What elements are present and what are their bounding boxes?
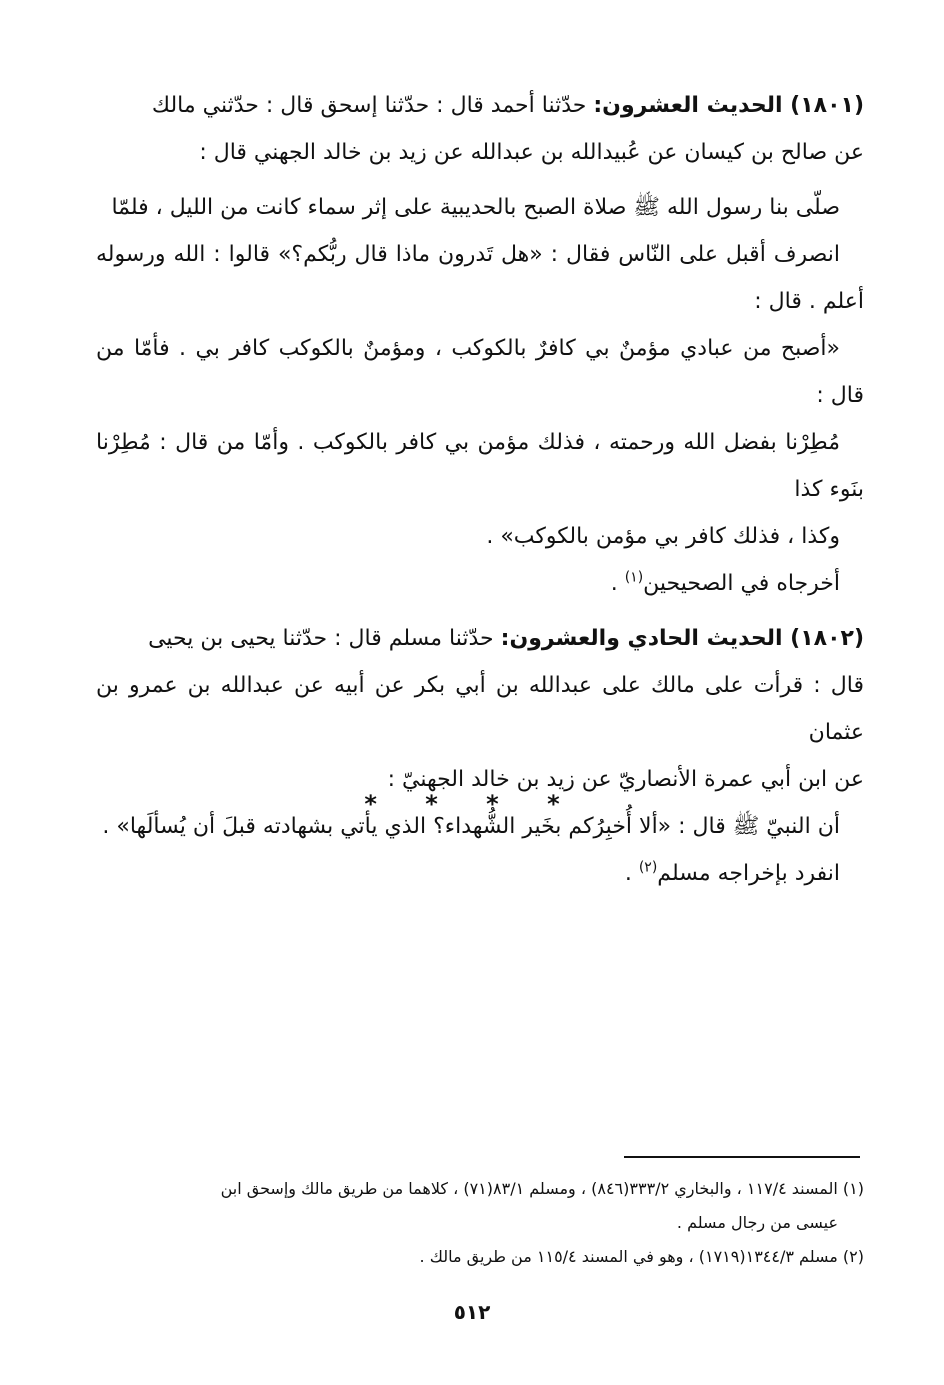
main-text	[96, 82, 864, 897]
hadith-1801-takhrij	[96, 560, 864, 607]
hadith-1801-text-line: «أصبح من عبادي مؤمنٌ بي كافرٌ بالكوكب ، ومؤمنٌ بالكوكب كافر بي . فأمّا من قال :	[96, 336, 864, 408]
footnote-1-line-1: (١) المسند ١١٧/٤ ، والبخاري ٣٣٣/٢(٨٤٦) ، ومسلم ٨٣/١(٧١) ، كلاهما من طريق مالك وإسحق ابن	[220, 1179, 864, 1198]
hadith-1802-line-1	[96, 615, 864, 662]
hadith-1802-takhrij	[96, 850, 864, 897]
hadith-1802-intro-2: قال : قرأت على مالك على عبدالله بن أبي بكر عن أبيه عن عبدالله بن عمرو بن عثمان	[96, 673, 864, 745]
hadith-1801-intro-1: حدّثنا أحمد قال : حدّثنا إسحق قال : حدّثني مالك	[151, 93, 587, 118]
section-ornament: * * * *	[364, 790, 580, 818]
takhrij-end: .	[610, 571, 625, 596]
page-number: ٥١٢	[453, 1300, 491, 1324]
hadith-1802-title: (١٨٠٢) الحديث الحادي والعشرون:	[500, 626, 864, 651]
hadith-1801-text-line: مُطِرْنا بفضل الله ورحمته ، فذلك مؤمن بي كافر بالكوكب . وأمّا من قال : مُطِرْنا بنَوء كذا	[96, 430, 864, 502]
footnote-ref-1: (١)	[624, 569, 644, 586]
hadith-1801-isnad	[96, 82, 864, 176]
footnotes	[96, 1172, 864, 1274]
hadith-1801-matn	[96, 184, 864, 560]
footnote-2: (٢) مسلم ١٣٤٤/٣(١٧١٩) ، وهو في المسند ١١٥/٤ من طريق مالك .	[419, 1247, 864, 1266]
takhrij-text: انفرد بإخراجه مسلم	[657, 861, 840, 886]
hadith-1801-intro-2: عن صالح بن كيسان عن عُبيدالله بن عبدالله عن زيد بن خالد الجهني قال :	[199, 140, 864, 165]
hadith-1802-intro-1: حدّثنا مسلم قال : حدّثنا يحيى بن يحيى	[148, 626, 494, 651]
footnote-ref-2: (٢)	[638, 859, 658, 876]
hadith-1801-text-line: صلّى بنا رسول الله ﷺ صلاة الصبح بالحديبية على إثر سماء كانت من الليل ، فلمّا	[111, 195, 840, 220]
takhrij-text: أخرجاه في الصحيحين	[643, 571, 840, 596]
hadith-1801-text-line: وكذا ، فذلك كافر بي مؤمن بالكوكب» .	[486, 524, 840, 549]
footnote-1-line-2: عيسى من رجال مسلم .	[676, 1213, 838, 1232]
hadith-1801-title: (١٨٠١) الحديث العشرون:	[593, 93, 864, 118]
hadith-1802-text: أن النبيّ ﷺ قال : «ألا أُخبِرُكم بخَير الشُّهداء؟ الذي يأتي بشهادته قبلَ أن يُسألَها» .	[102, 814, 840, 839]
hadith-1802-intro-3: عن ابن أبي عمرة الأنصاريّ عن زيد بن خالد الجهنيّ :	[387, 767, 864, 792]
hadith-1801-line-1	[96, 82, 864, 129]
hadith-1802-isnad	[96, 615, 864, 803]
takhrij-end: .	[624, 861, 639, 886]
hadith-1801-text-line: انصرف أقبل على النّاس فقال : «هل تَدرون ماذا قال ربُّكم؟» قالوا : الله ورسوله أعلم . قال :	[96, 242, 864, 314]
footnote-separator	[624, 1156, 860, 1158]
